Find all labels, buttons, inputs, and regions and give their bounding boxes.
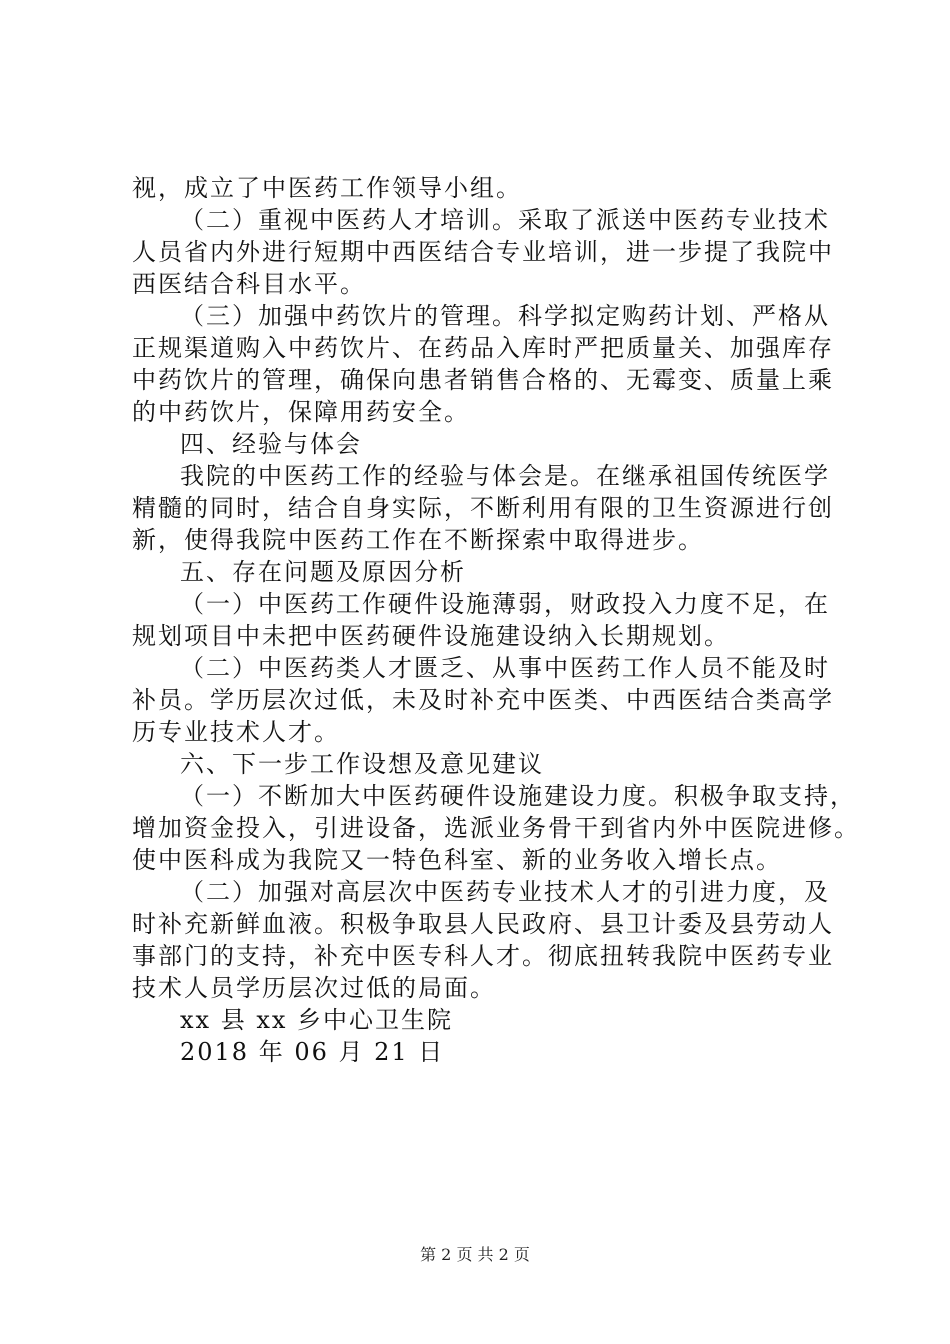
paragraph-line: 补员。学历层次过低，未及时补充中医类、中西医结合类高学 (132, 686, 834, 714)
signature-date: 2018 年 06 月 21 日 (180, 1038, 445, 1066)
page-footer (0, 1244, 950, 1266)
paragraph-line: （一）中医药工作硬件设施薄弱，财政投入力度不足，在 (180, 590, 830, 618)
section-heading: 五、存在问题及原因分析 (180, 558, 466, 586)
paragraph-line: 我院的中医药工作的经验与体会是。在继承祖国传统医学 (180, 462, 830, 490)
section-heading: 六、下一步工作设想及意见建议 (180, 750, 544, 778)
paragraph-line: 视，成立了中医药工作领导小组。 (132, 174, 522, 202)
paragraph-line: 中药饮片的管理，确保向患者销售合格的、无霉变、质量上乘 (132, 366, 834, 394)
signature-organization: xx 县 xx 乡中心卫生院 (180, 1006, 454, 1034)
paragraph-line: 精髓的同时，结合自身实际，不断利用有限的卫生资源进行创 (132, 494, 834, 522)
paragraph-line: 的中药饮片，保障用药安全。 (132, 398, 470, 426)
paragraph-line: 人员省内外进行短期中西医结合专业培训，进一步提了我院中 (132, 238, 834, 266)
paragraph-line: （二）重视中医药人才培训。采取了派送中医药专业技术 (180, 206, 830, 234)
document-body (132, 172, 860, 1068)
paragraph-line: 技术人员学历层次过低的局面。 (132, 974, 496, 1002)
paragraph-line: 新，使得我院中医药工作在不断探索中取得进步。 (132, 526, 704, 554)
paragraph-line: （一）不断加大中医药硬件设施建设力度。积极争取支持， (180, 782, 856, 810)
paragraph-line: 规划项目中未把中医药硬件设施建设纳入长期规划。 (132, 622, 730, 650)
paragraph-line: 增加资金投入，引进设备，选派业务骨干到省内外中医院进修。 (132, 814, 860, 842)
paragraph-line: 时补充新鲜血液。积极争取县人民政府、县卫计委及县劳动人 (132, 910, 834, 938)
section-heading: 四、经验与体会 (180, 430, 362, 458)
paragraph-line: （二）中医药类人才匮乏、从事中医药工作人员不能及时 (180, 654, 830, 682)
paragraph-line: （三）加强中药饮片的管理。科学拟定购药计划、严格从 (180, 302, 830, 330)
paragraph-line: 历专业技术人才。 (132, 718, 340, 746)
paragraph-line: 正规渠道购入中药饮片、在药品入库时严把质量关、加强库存 (132, 334, 834, 362)
paragraph-line: （二）加强对高层次中医药专业技术人才的引进力度，及 (180, 878, 830, 906)
paragraph-line: 使中医科成为我院又一特色科室、新的业务收入增长点。 (132, 846, 782, 874)
paragraph-line: 西医结合科目水平。 (132, 270, 366, 298)
paragraph-line: 事部门的支持，补充中医专科人才。彻底扭转我院中医药专业 (132, 942, 834, 970)
page-number-label: 第 2 页 共 2 页 (420, 1245, 530, 1264)
